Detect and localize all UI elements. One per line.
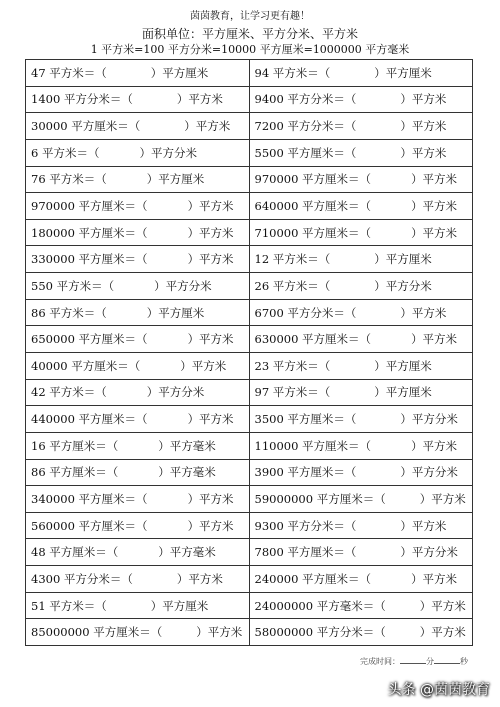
problem-cell	[26, 539, 250, 566]
problem-question: 710000 平方厘米＝（	[254, 225, 372, 240]
problem-question: 6 平方米＝（	[31, 145, 100, 160]
problem-question: 970000 平方厘米＝（	[254, 172, 372, 187]
problem-unit: ）平方米	[176, 571, 223, 586]
problem-unit: ）平方米	[400, 92, 447, 107]
seconds-blank[interactable]	[434, 655, 460, 664]
problem-question: 550 平方米＝（	[31, 278, 115, 293]
problem-cell	[250, 380, 474, 407]
problem-question: 30000 平方厘米＝（	[31, 119, 141, 134]
problem-cell	[26, 380, 250, 407]
problem-question: 58000000 平方分米＝（	[254, 625, 386, 640]
worksheet-header	[0, 10, 500, 57]
problem-cell	[250, 273, 474, 300]
problem-cell	[250, 326, 474, 353]
problem-unit: ）平方毫米	[158, 465, 216, 480]
watermark: 头条 @茵茵教育	[387, 682, 490, 698]
problem-cell	[26, 460, 250, 487]
problem-question: 440000 平方厘米＝（	[31, 412, 148, 427]
problem-unit: ）平方分米	[400, 465, 458, 480]
problem-question: 24000000 平方毫米＝（	[254, 598, 386, 613]
problem-unit: ）平方米	[187, 225, 234, 240]
problem-unit: ）平方米	[187, 518, 234, 533]
problem-cell	[250, 486, 474, 513]
problem-cell	[26, 326, 250, 353]
problem-question: 330000 平方厘米＝（	[31, 252, 148, 267]
problem-question: 97 平方米＝（	[254, 385, 331, 400]
problem-cell	[250, 513, 474, 540]
problem-cell	[250, 593, 474, 620]
problem-question: 48 平方厘米＝（	[31, 545, 119, 560]
problem-cell	[250, 539, 474, 566]
problem-cell	[250, 460, 474, 487]
problem-cell	[250, 220, 474, 247]
problem-question: 76 平方米＝（	[31, 172, 107, 187]
problem-cell	[250, 406, 474, 433]
problem-cell	[250, 140, 474, 167]
seconds-unit: 秒	[460, 657, 468, 666]
problem-question: 51 平方米＝（	[31, 598, 107, 613]
problem-unit: ）平方米	[187, 332, 234, 347]
minutes-unit: 分	[426, 657, 434, 666]
problem-question: 630000 平方厘米＝（	[254, 332, 372, 347]
problem-cell	[26, 593, 250, 620]
problem-unit: ）平方米	[400, 119, 447, 134]
problem-cell	[26, 193, 250, 220]
problem-grid	[25, 59, 473, 646]
problem-question: 94 平方米＝（	[254, 65, 331, 80]
problem-cell	[250, 566, 474, 593]
problem-unit: ）平方米	[419, 598, 466, 613]
problem-question: 12 平方米＝（	[254, 252, 331, 267]
problem-unit: ）平方米	[180, 358, 227, 373]
problem-question: 240000 平方厘米＝（	[254, 571, 372, 586]
problem-question: 59000000 平方厘米＝（	[254, 491, 386, 506]
problem-unit: ）平方厘米	[146, 172, 205, 187]
problem-cell	[250, 113, 474, 140]
problem-question: 6700 平方分米＝（	[254, 305, 357, 320]
problem-unit: ）平方米	[400, 145, 447, 160]
problem-unit: ）平方米	[411, 172, 458, 187]
problem-cell	[26, 433, 250, 460]
problem-cell	[250, 246, 474, 273]
problem-unit: ）平方毫米	[158, 438, 216, 453]
problem-question: 47 平方米＝（	[31, 65, 107, 80]
problem-cell	[250, 193, 474, 220]
problem-cell	[26, 60, 250, 87]
problem-unit: ）平方厘米	[146, 305, 205, 320]
problem-cell	[250, 353, 474, 380]
problem-unit: ）平方米	[411, 438, 458, 453]
problem-unit: ）平方分米	[400, 545, 458, 560]
problem-cell	[26, 220, 250, 247]
problem-unit: ）平方米	[176, 92, 223, 107]
completion-time-footer	[360, 655, 468, 667]
problem-unit: ）平方米	[187, 252, 234, 267]
problem-unit: ）平方米	[411, 225, 458, 240]
problem-unit: ）平方厘米	[374, 65, 432, 80]
problem-unit: ）平方分米	[154, 278, 212, 293]
problem-cell	[26, 486, 250, 513]
problem-unit: ）平方米	[400, 305, 447, 320]
problem-unit: ）平方厘米	[150, 65, 209, 80]
problem-unit: ）平方米	[411, 571, 458, 586]
worksheet-subtitle: 面积单位：平方厘米、平方分米、平方米	[141, 27, 358, 41]
problem-cell	[26, 246, 250, 273]
problem-cell	[26, 566, 250, 593]
problem-question: 110000 平方厘米＝（	[254, 438, 372, 453]
problem-cell	[26, 619, 250, 646]
problem-question: 40000 平方厘米＝（	[31, 358, 141, 373]
problem-question: 3900 平方厘米＝（	[254, 465, 357, 480]
problem-question: 1400 平方分米＝（	[31, 92, 133, 107]
problem-question: 86 平方厘米＝（	[31, 465, 119, 480]
problem-cell	[250, 167, 474, 194]
problem-question: 9400 平方分米＝（	[254, 92, 357, 107]
problem-cell	[250, 433, 474, 460]
problem-question: 340000 平方厘米＝（	[31, 491, 148, 506]
problem-cell	[250, 619, 474, 646]
problem-unit: ）平方米	[187, 198, 234, 213]
problem-unit: ）平方米	[187, 412, 234, 427]
problem-question: 180000 平方厘米＝（	[31, 225, 148, 240]
problem-cell	[26, 513, 250, 540]
problem-cell	[26, 300, 250, 327]
problem-cell	[250, 60, 474, 87]
problem-question: 970000 平方厘米＝（	[31, 198, 148, 213]
problem-question: 42 平方米＝（	[31, 385, 107, 400]
completion-time-label: 完成时间：	[360, 657, 400, 666]
problem-cell	[26, 406, 250, 433]
problem-unit: ）平方厘米	[374, 385, 432, 400]
problem-question: 650000 平方厘米＝（	[31, 332, 148, 347]
problem-question: 7800 平方厘米＝（	[254, 545, 357, 560]
problem-unit: ）平方米	[411, 332, 458, 347]
problem-question: 86 平方米＝（	[31, 305, 107, 320]
problem-question: 26 平方米＝（	[254, 278, 331, 293]
problem-unit: ）平方米	[411, 198, 458, 213]
problem-cell	[26, 87, 250, 114]
problem-cell	[250, 87, 474, 114]
problem-question: 3500 平方厘米＝（	[254, 412, 357, 427]
problem-cell	[26, 353, 250, 380]
unit-formula: 1 平方米=100 平方分米=10000 平方厘米=1000000 平方毫米	[90, 43, 410, 56]
problem-cell	[26, 140, 250, 167]
problem-unit: ）平方分米	[374, 278, 432, 293]
minutes-blank[interactable]	[400, 655, 426, 664]
problem-unit: ）平方分米	[139, 145, 197, 160]
problem-question: 16 平方厘米＝（	[31, 438, 119, 453]
problem-question: 9300 平方分米＝（	[254, 518, 357, 533]
problem-question: 23 平方米＝（	[254, 358, 331, 373]
problem-unit: ）平方分米	[146, 385, 205, 400]
problem-unit: ）平方米	[400, 518, 447, 533]
problem-unit: ）平方厘米	[374, 252, 432, 267]
brand-slogan: 茵茵教育，让学习更有趣！	[190, 11, 310, 22]
problem-unit: ）平方厘米	[150, 598, 209, 613]
problem-unit: ）平方米	[187, 491, 234, 506]
problem-cell	[26, 167, 250, 194]
problem-unit: ）平方米	[196, 625, 243, 640]
problem-unit: ）平方分米	[400, 412, 458, 427]
problem-unit: ）平方米	[184, 119, 231, 134]
problem-question: 5500 平方厘米＝（	[254, 145, 357, 160]
problem-cell	[26, 113, 250, 140]
problem-unit: ）平方米	[419, 625, 466, 640]
problem-unit: ）平方厘米	[374, 358, 432, 373]
problem-question: 640000 平方厘米＝（	[254, 198, 372, 213]
problem-unit: ）平方米	[419, 491, 466, 506]
problem-unit: ）平方毫米	[158, 545, 216, 560]
problem-question: 4300 平方分米＝（	[31, 571, 133, 586]
problem-cell	[26, 273, 250, 300]
problem-question: 7200 平方分米＝（	[254, 119, 357, 134]
problem-question: 85000000 平方厘米＝（	[31, 625, 163, 640]
problem-question: 560000 平方厘米＝（	[31, 518, 148, 533]
problem-cell	[250, 300, 474, 327]
